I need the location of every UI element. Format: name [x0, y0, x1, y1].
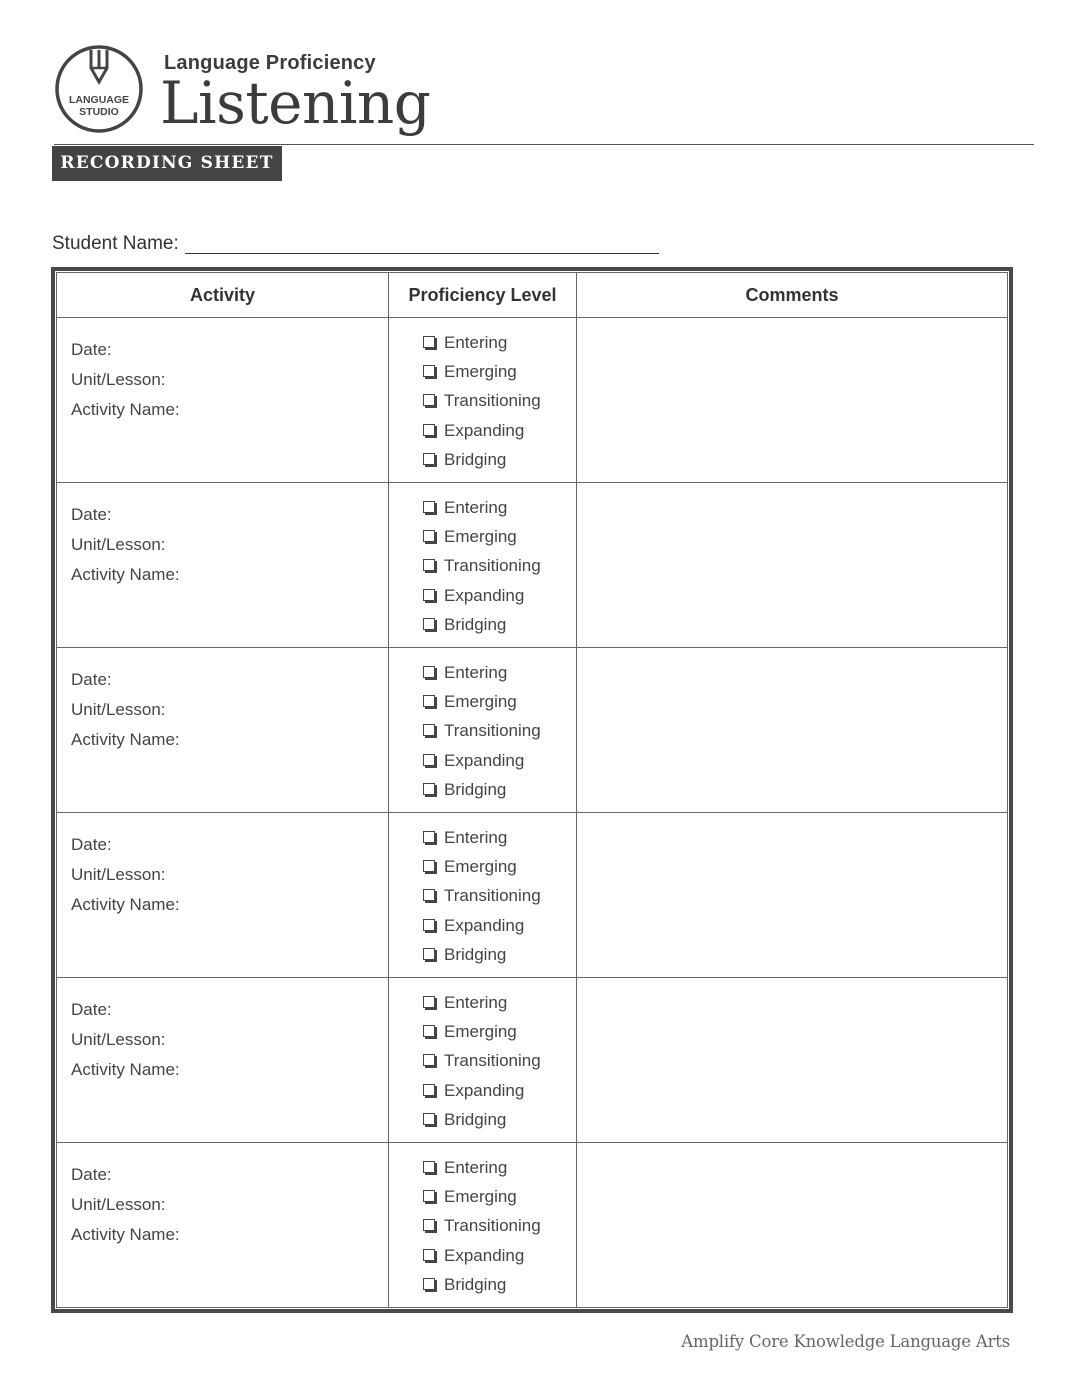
- comments-cell[interactable]: [577, 813, 1008, 978]
- level-option-bridging[interactable]: [423, 941, 576, 970]
- level-label: Entering: [444, 497, 508, 517]
- level-label: Bridging: [444, 1275, 507, 1295]
- level-option-emerging[interactable]: [423, 1182, 576, 1211]
- table-row: [57, 318, 1008, 483]
- comments-cell[interactable]: [577, 318, 1008, 483]
- proficiency-level-cell: [389, 483, 577, 648]
- level-label: Expanding: [444, 1080, 525, 1100]
- level-label: Transitioning: [444, 391, 541, 411]
- logo-text-line1: LANGUAGE: [68, 94, 130, 106]
- date-label: Date:: [71, 505, 112, 524]
- footer-brand: Amplify Core Knowledge Language Arts: [681, 1332, 1010, 1351]
- checkbox-icon[interactable]: [423, 1113, 435, 1125]
- checkbox-icon[interactable]: [423, 860, 435, 872]
- level-option-emerging[interactable]: [423, 852, 576, 881]
- level-option-transitioning[interactable]: [423, 717, 576, 746]
- recording-sheet-banner: RECORDING SHEET: [52, 146, 282, 181]
- checkbox-icon[interactable]: [423, 1161, 435, 1173]
- student-name-row: [52, 232, 659, 256]
- proficiency-level-cell: [389, 813, 577, 978]
- level-option-expanding[interactable]: [423, 911, 576, 940]
- activity-name-label: Activity Name:: [71, 895, 180, 914]
- level-option-transitioning[interactable]: [423, 882, 576, 911]
- checkbox-icon[interactable]: [423, 530, 435, 542]
- checkbox-icon[interactable]: [423, 1084, 435, 1096]
- checkbox-icon[interactable]: [423, 559, 435, 571]
- checkbox-icon[interactable]: [423, 1249, 435, 1261]
- unit-lesson-label: Unit/Lesson:: [71, 1195, 166, 1214]
- comments-cell[interactable]: [577, 1143, 1008, 1308]
- checkbox-icon[interactable]: [423, 831, 435, 843]
- level-option-expanding[interactable]: [423, 416, 576, 445]
- level-option-entering[interactable]: [423, 1153, 576, 1182]
- proficiency-level-cell: [389, 978, 577, 1143]
- level-label: Transitioning: [444, 721, 541, 741]
- comments-cell[interactable]: [577, 978, 1008, 1143]
- checkbox-icon[interactable]: [423, 1025, 435, 1037]
- unit-lesson-label: Unit/Lesson:: [71, 535, 166, 554]
- checkbox-icon[interactable]: [423, 394, 435, 406]
- comments-cell[interactable]: [577, 648, 1008, 813]
- level-option-entering[interactable]: [423, 823, 576, 852]
- table-row: [57, 978, 1008, 1143]
- table-row: [57, 813, 1008, 978]
- checkbox-icon[interactable]: [423, 889, 435, 901]
- date-label: Date:: [71, 1000, 112, 1019]
- student-name-label: Student Name:: [52, 233, 179, 254]
- proficiency-level-cell: [389, 318, 577, 483]
- header-proficiency-level: Proficiency Level: [389, 273, 577, 318]
- proficiency-level-cell: [389, 1143, 577, 1308]
- checkbox-icon[interactable]: [423, 1054, 435, 1066]
- checkbox-icon[interactable]: [423, 453, 435, 465]
- level-label: Transitioning: [444, 886, 541, 906]
- level-label: Emerging: [444, 1187, 517, 1207]
- level-option-expanding[interactable]: [423, 746, 576, 775]
- level-option-emerging[interactable]: [423, 522, 576, 551]
- level-option-emerging[interactable]: [423, 687, 576, 716]
- unit-lesson-label: Unit/Lesson:: [71, 370, 166, 389]
- level-label: Bridging: [444, 450, 507, 470]
- level-option-emerging[interactable]: [423, 1017, 576, 1046]
- level-option-expanding[interactable]: [423, 1076, 576, 1105]
- activity-cell[interactable]: [57, 483, 389, 648]
- level-label: Entering: [444, 992, 508, 1012]
- header-comments: Comments: [577, 273, 1008, 318]
- level-option-transitioning[interactable]: [423, 552, 576, 581]
- unit-lesson-label: Unit/Lesson:: [71, 865, 166, 884]
- table-row: [57, 483, 1008, 648]
- level-label: Entering: [444, 1157, 508, 1177]
- level-label: Emerging: [444, 527, 517, 547]
- activity-name-label: Activity Name:: [71, 730, 180, 749]
- level-label: Bridging: [444, 780, 507, 800]
- activity-name-label: Activity Name:: [71, 1225, 180, 1244]
- checkbox-icon[interactable]: [423, 424, 435, 436]
- activity-cell[interactable]: [57, 978, 389, 1143]
- checkbox-icon[interactable]: [423, 365, 435, 377]
- level-label: Entering: [444, 332, 508, 352]
- level-label: Bridging: [444, 615, 507, 635]
- table-row: [57, 648, 1008, 813]
- date-label: Date:: [71, 835, 112, 854]
- checkbox-icon[interactable]: [423, 666, 435, 678]
- level-option-bridging[interactable]: [423, 776, 576, 805]
- checkbox-icon[interactable]: [423, 948, 435, 960]
- level-option-transitioning[interactable]: [423, 387, 576, 416]
- level-option-transitioning[interactable]: [423, 1047, 576, 1076]
- recording-table: [51, 267, 1013, 1313]
- checkbox-icon[interactable]: [423, 1190, 435, 1202]
- header-rule: [54, 144, 1034, 145]
- checkbox-icon[interactable]: [423, 336, 435, 348]
- unit-lesson-label: Unit/Lesson:: [71, 700, 166, 719]
- level-option-expanding[interactable]: [423, 581, 576, 610]
- activity-name-label: Activity Name:: [71, 400, 180, 419]
- level-label: Expanding: [444, 420, 525, 440]
- level-label: Emerging: [444, 692, 517, 712]
- page-header: [54, 44, 1034, 144]
- checkbox-icon[interactable]: [423, 695, 435, 707]
- table-header-row: [57, 273, 1008, 318]
- level-label: Emerging: [444, 362, 517, 382]
- level-option-entering[interactable]: [423, 658, 576, 687]
- checkbox-icon[interactable]: [423, 501, 435, 513]
- level-label: Bridging: [444, 945, 507, 965]
- level-label: Transitioning: [444, 1051, 541, 1071]
- level-label: Expanding: [444, 585, 525, 605]
- language-studio-logo: [54, 44, 144, 134]
- checkbox-icon[interactable]: [423, 724, 435, 736]
- level-option-bridging[interactable]: [423, 446, 576, 475]
- activity-cell[interactable]: [57, 648, 389, 813]
- checkbox-icon[interactable]: [423, 618, 435, 630]
- activity-cell[interactable]: [57, 318, 389, 483]
- level-label: Bridging: [444, 1110, 507, 1130]
- level-label: Emerging: [444, 1022, 517, 1042]
- recording-table-grid: [56, 272, 1008, 1308]
- page-title: Listening: [160, 69, 431, 137]
- level-label: Entering: [444, 662, 508, 682]
- level-label: Transitioning: [444, 1216, 541, 1236]
- level-option-emerging[interactable]: [423, 357, 576, 386]
- checkbox-icon[interactable]: [423, 919, 435, 931]
- date-label: Date:: [71, 670, 112, 689]
- level-label: Expanding: [444, 750, 525, 770]
- header-activity: Activity: [57, 273, 389, 318]
- page-subtitle: Language Proficiency: [164, 52, 376, 74]
- level-option-bridging[interactable]: [423, 1271, 576, 1300]
- checkbox-icon[interactable]: [423, 783, 435, 795]
- level-option-bridging[interactable]: [423, 611, 576, 640]
- checkbox-icon[interactable]: [423, 589, 435, 601]
- checkbox-icon[interactable]: [423, 996, 435, 1008]
- student-name-field[interactable]: [185, 253, 659, 254]
- date-label: Date:: [71, 1165, 112, 1184]
- checkbox-icon[interactable]: [423, 754, 435, 766]
- table-row: [57, 1143, 1008, 1308]
- level-option-transitioning[interactable]: [423, 1212, 576, 1241]
- activity-cell[interactable]: [57, 1143, 389, 1308]
- level-option-expanding[interactable]: [423, 1241, 576, 1270]
- logo-text-line2: STUDIO: [79, 106, 119, 118]
- level-option-entering[interactable]: [423, 988, 576, 1017]
- checkbox-icon[interactable]: [423, 1219, 435, 1231]
- level-label: Expanding: [444, 915, 525, 935]
- level-option-bridging[interactable]: [423, 1106, 576, 1135]
- unit-lesson-label: Unit/Lesson:: [71, 1030, 166, 1049]
- level-label: Entering: [444, 827, 508, 847]
- level-label: Expanding: [444, 1245, 525, 1265]
- activity-cell[interactable]: [57, 813, 389, 978]
- level-label: Emerging: [444, 857, 517, 877]
- checkbox-icon[interactable]: [423, 1278, 435, 1290]
- proficiency-level-cell: [389, 648, 577, 813]
- comments-cell[interactable]: [577, 483, 1008, 648]
- date-label: Date:: [71, 340, 112, 359]
- activity-name-label: Activity Name:: [71, 1060, 180, 1079]
- activity-name-label: Activity Name:: [71, 565, 180, 584]
- level-option-entering[interactable]: [423, 493, 576, 522]
- level-option-entering[interactable]: [423, 328, 576, 357]
- level-label: Transitioning: [444, 556, 541, 576]
